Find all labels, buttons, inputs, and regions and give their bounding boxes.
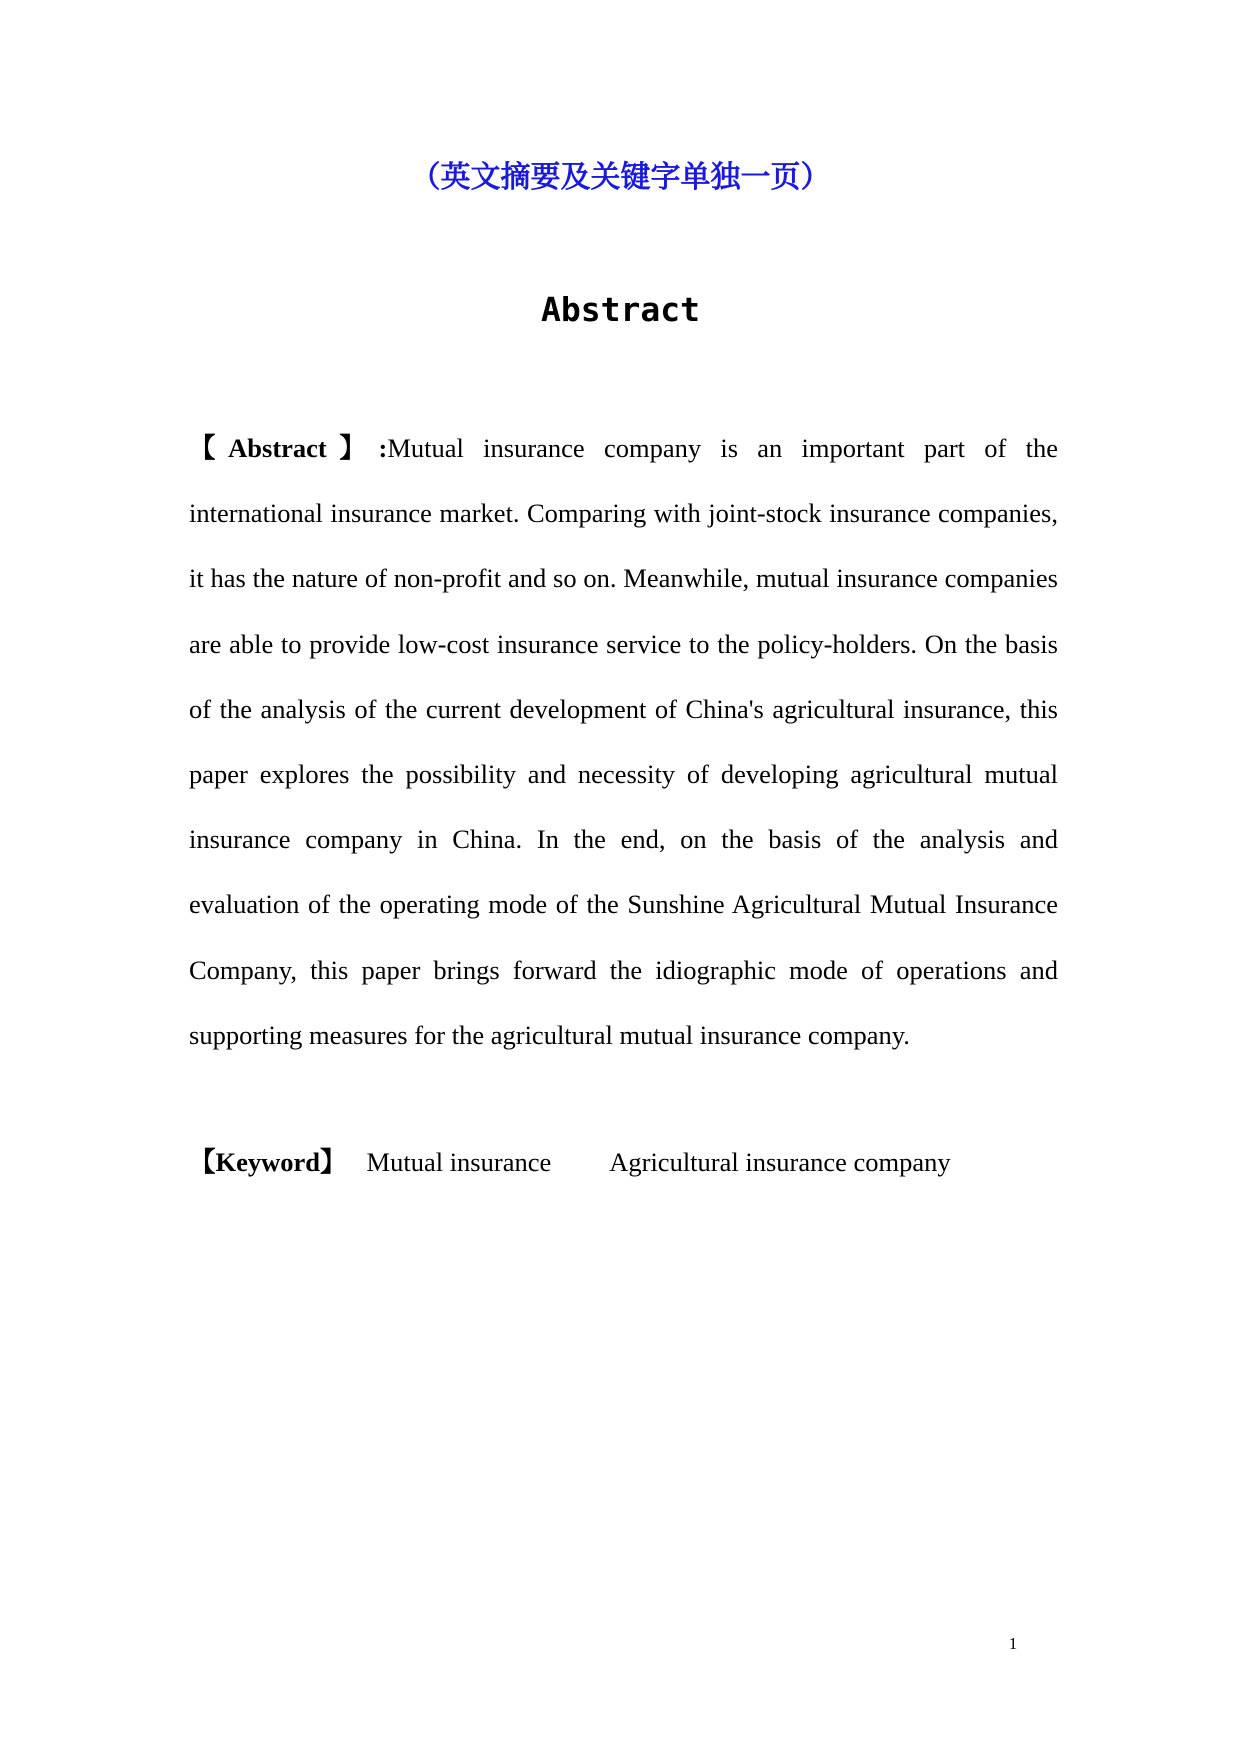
abstract-text: Mutual insurance company is an important part of the international insurance market. Comparing with joint-stock insurance companies, it has the nature of non-profit and so on. Meanwhile, mutual insurance companies are able to provide low-cost insurance service to the policy-holders. On the basis of the analysis of the current development of China's agricultural insurance, this paper explores the possibility and necessity of developing agricultural mutual insurance company in China. In the end, on the basis of the analysis and evaluation of the operating mode of the Sunshine Agricultural Mutual Insurance Company, this paper brings forward the idiographic mode of operations and supporting measures for the agricultural mutual insurance company. [189,433,1058,1050]
keyword-item: Agricultural insurance company [609,1147,951,1177]
keywords-label: 【Keyword】 [189,1147,347,1177]
keyword-item: Mutual insurance [366,1147,552,1177]
keywords-line [189,1130,1058,1195]
page-note: （英文摘要及关键字单独一页） [410,160,831,195]
abstract-label: 【Abstract】: [189,433,388,463]
abstract-title: Abstract [541,290,700,329]
abstract-paragraph [189,416,1058,1068]
page-number: 1 [1008,1634,1018,1653]
